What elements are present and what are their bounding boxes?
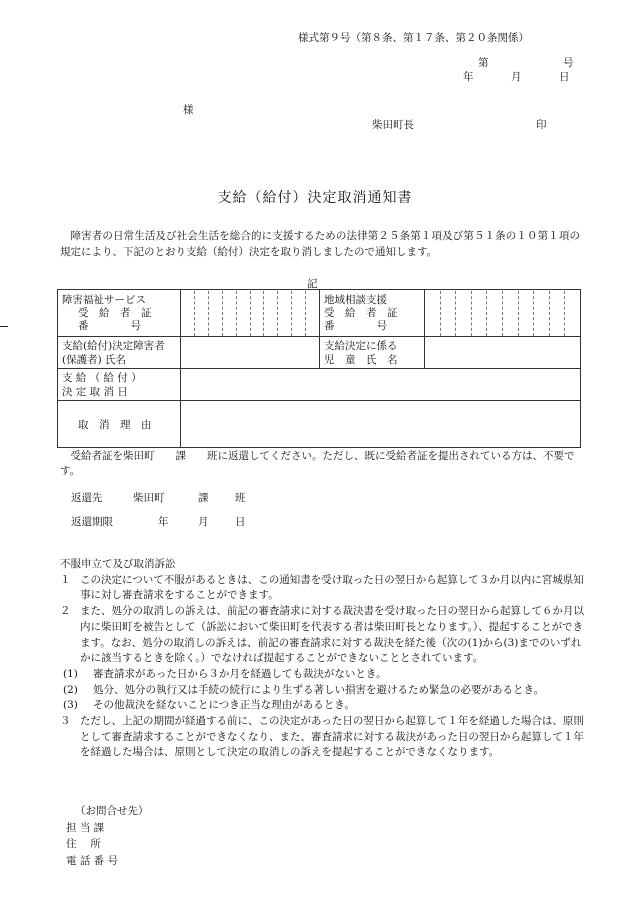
contact-heading: （お問合せ先） xyxy=(75,805,149,817)
contact-address: 住 所 xyxy=(66,838,101,850)
addressee-suffix: 様 xyxy=(183,104,194,116)
label-cancellation-reason: 取 消 理 由 xyxy=(58,401,181,448)
appeal-paragraph-1 xyxy=(60,573,585,604)
paragraph-text: この決定について不服があるときは、この通知書を受け取った日の翌日から起算して３か月以内に宮城県知事に対し審査請求をすることができます。 xyxy=(80,573,584,602)
digit-box xyxy=(181,291,195,336)
seal-mark: 印 xyxy=(536,119,547,131)
subitem-number: (2) xyxy=(63,683,78,696)
subitem-text: 処分、処分の執行又は手続の続行により生ずる著しい損害を避けるため緊急の必要があるとき。 xyxy=(93,683,545,696)
table-row xyxy=(58,290,581,337)
digit-box xyxy=(503,291,519,336)
paragraph-text: ただし、上記の期間が経過する前に、この決定があった日の翌日から起算して１年を経過した場合は、原則として審査請求することができなくなり、また、審査請求に対する裁決があった日の翌日から起算して１年を経過した場合は、原則として決定の取消しの訴えを提起することができなくなります。 xyxy=(80,715,584,759)
digit-boxes xyxy=(181,291,319,336)
digit-box xyxy=(209,291,223,336)
appeal-subitem-2 xyxy=(60,683,585,699)
decided-person-name-field[interactable] xyxy=(181,337,320,369)
paragraph-number: ３ xyxy=(60,715,71,728)
intro-paragraph: 障害者の日常生活及び社会生活を総合的に支援するための法律第２５条第１項及び第５１条の１０第１項の規定により、下記のとおり支給（給付）決定を取り消しましたので通知します。 xyxy=(60,230,580,258)
label-line: 決 定 取 消 日 xyxy=(62,385,128,398)
appeal-paragraph-3 xyxy=(60,714,585,761)
cancellation-date-field[interactable] xyxy=(181,369,581,401)
doc-number-suffix: 号 xyxy=(563,57,574,69)
digit-box xyxy=(278,291,292,336)
paragraph-number: ２ xyxy=(60,605,71,618)
digit-box xyxy=(472,291,488,336)
paragraph-text: また、処分の取消しの訴えは、前記の審査請求に対する裁決書を受け取った日の翌日から起算して６か月以内に柴田町を被告として（訴訟において柴田町を代表する者は柴田町長となります。）、提起することができます。なお、処分の取消しの訴えは、前記の審査請求に対する裁決を経た後（次の(1)から(3)までのいずれかに該当するときを除く。）でなければ提起することができないこととされています。 xyxy=(80,605,584,665)
ki-marker: 記 xyxy=(307,278,318,290)
label-text: 地域相談支援 xyxy=(324,293,387,306)
digit-box xyxy=(550,291,566,336)
label-text: 受 給 者 証 xyxy=(78,306,152,319)
table-row xyxy=(58,337,581,369)
label-text: 番 号 xyxy=(324,319,387,332)
return-deadline-day: 日 xyxy=(235,516,246,528)
contact-department: 担 当 課 xyxy=(66,821,105,834)
return-instruction: 受給者証を柴田町 課 班に返還してください。ただし、既に受給者証を提出されている方は、不要です。 xyxy=(60,450,575,477)
digit-boxes xyxy=(425,291,580,336)
subitem-number: (1) xyxy=(63,667,78,680)
return-deadline-month: 月 xyxy=(198,516,209,528)
appeal-paragraph-2 xyxy=(60,604,585,667)
label-text: 受 給 者 証 xyxy=(324,306,398,319)
date-day: 日 xyxy=(559,71,570,83)
return-place-team: 班 xyxy=(235,492,246,504)
date-year: 年 xyxy=(463,71,474,83)
label-text: 障害福祉サービス xyxy=(62,293,146,306)
label-community-support-number xyxy=(320,290,425,337)
digit-box xyxy=(441,291,457,336)
digit-box xyxy=(264,291,278,336)
margin-tick xyxy=(0,326,8,327)
table-row xyxy=(58,401,581,448)
appeal-section xyxy=(60,557,585,761)
label-line xyxy=(62,307,176,320)
label-text: 番 号 xyxy=(78,319,141,332)
return-deadline-year: 年 xyxy=(158,516,169,528)
label-line xyxy=(324,294,420,307)
label-line: (保護者) 氏名 xyxy=(62,353,127,366)
paragraph-number: １ xyxy=(60,573,71,586)
digit-box xyxy=(425,291,441,336)
appeal-subitem-1 xyxy=(60,667,585,683)
label-line xyxy=(324,307,420,320)
return-deadline-label: 返還期限 xyxy=(71,516,113,528)
digit-box xyxy=(456,291,472,336)
sender-name: 柴田町長 xyxy=(372,119,414,131)
doc-number-prefix: 第 xyxy=(478,57,489,69)
label-line: 児 童 氏 名 xyxy=(324,353,398,366)
return-place-section: 課 xyxy=(198,492,209,504)
label-decided-person-name xyxy=(58,337,181,369)
digit-box xyxy=(565,291,580,336)
digit-box xyxy=(223,291,237,336)
digit-box xyxy=(237,291,251,336)
subitem-text: 審査請求があった日から３か月を経過しても裁決がないとき。 xyxy=(93,667,387,680)
label-line xyxy=(62,294,176,307)
service-recipient-number-field[interactable] xyxy=(181,290,320,337)
date-month: 月 xyxy=(511,71,522,83)
subitem-number: (3) xyxy=(63,699,78,712)
label-service-recipient-number xyxy=(58,290,181,337)
appeal-subitem-3 xyxy=(60,698,585,714)
child-name-field[interactable] xyxy=(425,337,581,369)
label-cancellation-date xyxy=(58,369,181,401)
cancellation-details-table xyxy=(57,289,581,448)
digit-box xyxy=(195,291,209,336)
label-line: 支給決定に係る xyxy=(324,339,398,352)
digit-box xyxy=(292,291,306,336)
label-line xyxy=(62,320,176,333)
digit-box xyxy=(534,291,550,336)
appeal-heading: 不服申立て及び取消訴訟 xyxy=(60,558,176,570)
digit-box xyxy=(306,291,319,336)
digit-box xyxy=(251,291,265,336)
return-place-town: 柴田町 xyxy=(133,492,165,504)
label-line: 支給(給付)決定障害者 xyxy=(62,339,165,352)
form-number: 様式第９号（第８条、第１７条、第２０条関係） xyxy=(298,32,529,44)
subitem-text: その他裁決を経ないことにつき正当な理由があるとき。 xyxy=(93,699,355,712)
document-title: 支給（給付）決定取消通知書 xyxy=(217,190,413,206)
community-support-number-field[interactable] xyxy=(425,290,581,337)
digit-box xyxy=(519,291,535,336)
return-place-label: 返還先 xyxy=(71,492,103,504)
contact-phone: 電 話 番 号 xyxy=(66,854,119,867)
contact-block xyxy=(66,803,149,869)
label-child-name xyxy=(320,337,425,369)
digit-box xyxy=(487,291,503,336)
cancellation-reason-field[interactable] xyxy=(181,401,581,448)
label-line xyxy=(324,320,420,333)
label-line: 支 給 （ 給 付 ） xyxy=(62,371,142,384)
table-row xyxy=(58,369,581,401)
